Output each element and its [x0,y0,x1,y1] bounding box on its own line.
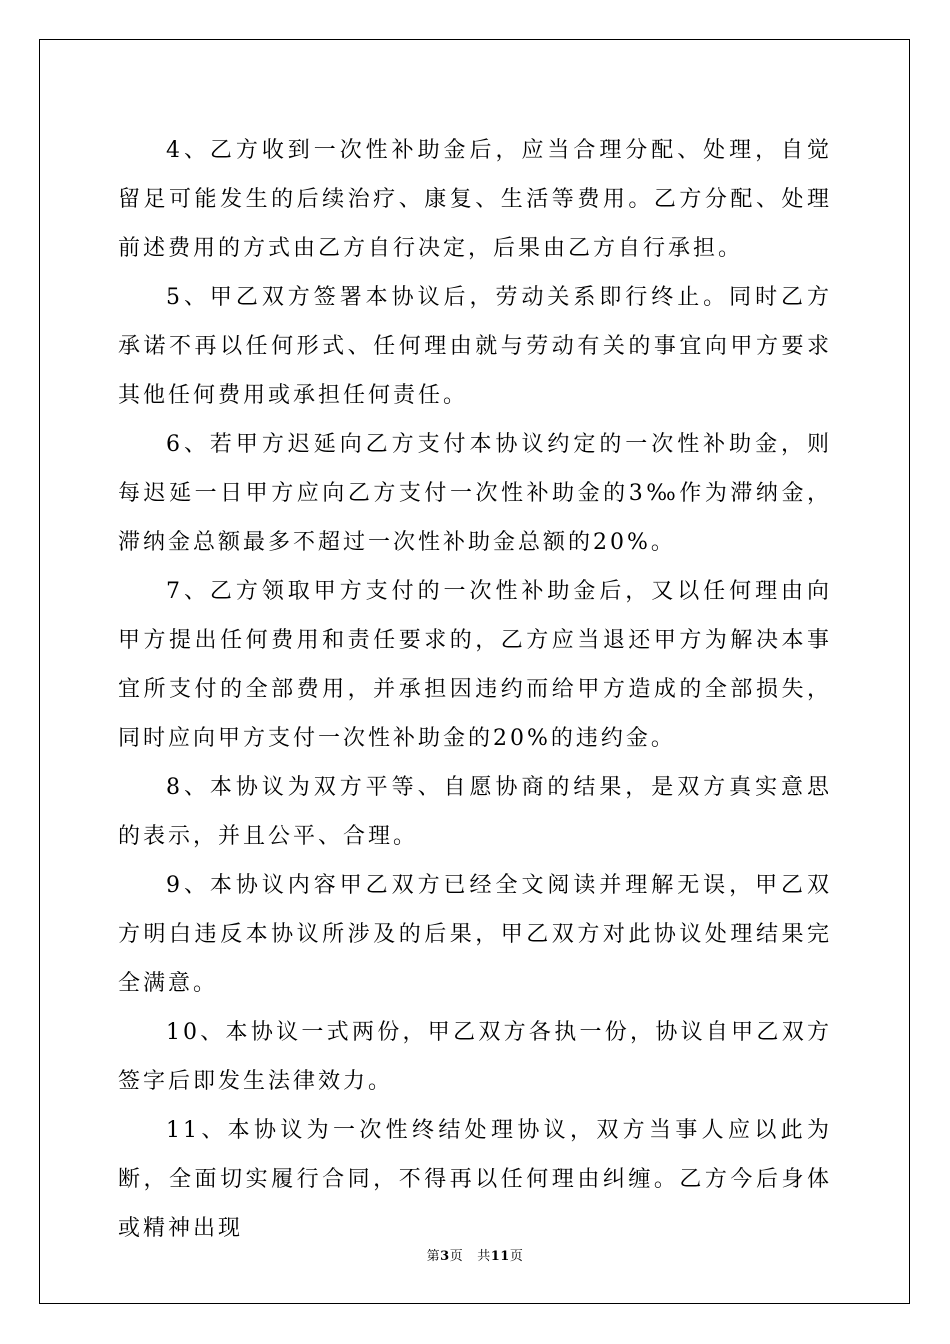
paragraph-6: 6、若甲方迟延向乙方支付本协议约定的一次性补助金，则每迟延一日甲方应向乙方支付一次性补助金的3‰作为滞纳金，滞纳金总额最多不超过一次性补助金总额的20%。 [118,432,832,555]
page-number-total: 共11页 [477,1249,524,1264]
paragraph-11: 11、本协议为一次性终结处理协议，双方当事人应以此为断，全面切实履行合同，不得再以任何理由纠缠。乙方今后身体或精神出现 [118,1118,832,1241]
paragraph-7: 7、乙方领取甲方支付的一次性补助金后，又以任何理由向甲方提出任何费用和责任要求的，乙方应当退还甲方为解决本事宜所支付的全部费用，并承担因违约而给甲方造成的全部损失，同时应向甲方支付一次性补助金的20%的违约金。 [118,579,832,751]
paragraph-4: 4、乙方收到一次性补助金后，应当合理分配、处理，自觉留足可能发生的后续治疗、康复、生活等费用。乙方分配、处理前述费用的方式由乙方自行决定，后果由乙方自行承担。 [118,138,832,261]
paragraph-8: 8、本协议为双方平等、自愿协商的结果，是双方真实意思的表示，并且公平、合理。 [118,775,832,849]
paragraph-5: 5、甲乙双方签署本协议后，劳动关系即行终止。同时乙方承诺不再以任何形式、任何理由就与劳动有关的事宜向甲方要求其他任何费用或承担任何责任。 [118,285,832,408]
page-footer [0,1248,950,1266]
document-body [118,126,832,1253]
paragraph-9: 9、本协议内容甲乙双方已经全文阅读并理解无误，甲乙双方明白违反本协议所涉及的后果，甲乙双方对此协议处理结果完全满意。 [118,873,832,996]
paragraph-10: 10、本协议一式两份，甲乙双方各执一份，协议自甲乙双方签字后即发生法律效力。 [118,1020,832,1094]
page-number-current: 第3页 [426,1249,464,1264]
